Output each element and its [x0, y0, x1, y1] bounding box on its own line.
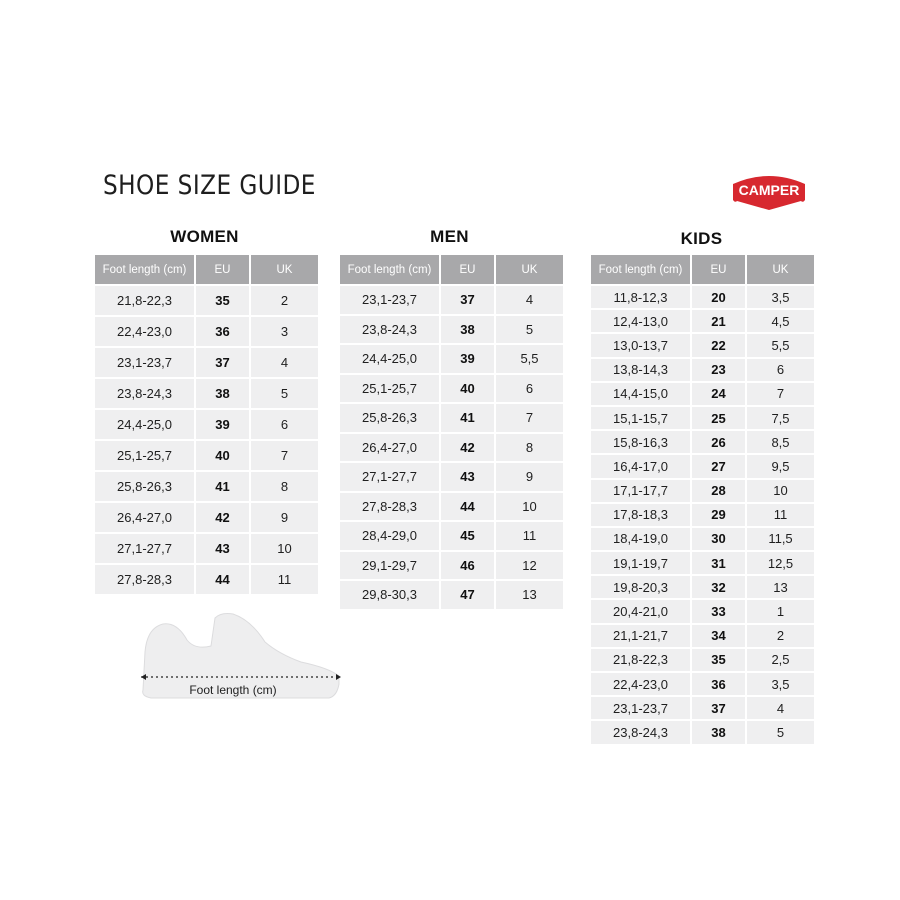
- foot-length-cell: 21,8-22,3: [591, 649, 690, 671]
- foot-length-cell: 21,8-22,3: [95, 286, 194, 315]
- women-row: [95, 565, 318, 594]
- eu-cell: 37: [692, 697, 745, 719]
- foot-length-cell: 24,4-25,0: [340, 345, 439, 373]
- eu-cell: 20: [692, 286, 745, 308]
- eu-cell: 37: [196, 348, 249, 377]
- kids-row: [591, 407, 814, 429]
- women-row: [95, 317, 318, 346]
- foot-length-cell: 24,4-25,0: [95, 410, 194, 439]
- women-size-table: [93, 253, 320, 596]
- women-row: [95, 286, 318, 315]
- foot-length-cell: 26,4-27,0: [95, 503, 194, 532]
- foot-length-cell: 17,1-17,7: [591, 480, 690, 502]
- eu-cell: 44: [441, 493, 494, 521]
- foot-length-cell: 27,8-28,3: [95, 565, 194, 594]
- uk-cell: 8,5: [747, 431, 814, 453]
- uk-cell: 1: [747, 600, 814, 622]
- eu-cell: 42: [441, 434, 494, 462]
- kids-row: [591, 600, 814, 622]
- foot-length-cell: 27,8-28,3: [340, 493, 439, 521]
- eu-cell: 45: [441, 522, 494, 550]
- kids-row: [591, 431, 814, 453]
- uk-cell: 9,5: [747, 455, 814, 477]
- kids-row: [591, 504, 814, 526]
- uk-cell: 6: [251, 410, 318, 439]
- eu-cell: 27: [692, 455, 745, 477]
- eu-cell: 29: [692, 504, 745, 526]
- eu-cell: 40: [196, 441, 249, 470]
- foot-length-cell: 23,8-24,3: [95, 379, 194, 408]
- uk-cell: 3: [251, 317, 318, 346]
- eu-cell: 43: [196, 534, 249, 563]
- foot-length-cell: 22,4-23,0: [591, 673, 690, 695]
- uk-cell: 10: [496, 493, 563, 521]
- uk-cell: 12,5: [747, 552, 814, 574]
- men-row: [340, 316, 563, 344]
- eu-cell: 39: [196, 410, 249, 439]
- eu-cell: 36: [692, 673, 745, 695]
- men-row: [340, 552, 563, 580]
- uk-cell: 9: [496, 463, 563, 491]
- uk-cell: 10: [251, 534, 318, 563]
- foot-length-cell: 29,1-29,7: [340, 552, 439, 580]
- uk-cell: 8: [496, 434, 563, 462]
- uk-cell: 8: [251, 472, 318, 501]
- uk-cell: 5: [747, 721, 814, 743]
- eu-cell: 24: [692, 383, 745, 405]
- foot-length-cell: 23,8-24,3: [340, 316, 439, 344]
- uk-cell: 11: [747, 504, 814, 526]
- foot-length-cell: 13,0-13,7: [591, 334, 690, 356]
- col-foot-length: Foot length (cm): [591, 255, 690, 284]
- eu-cell: 38: [196, 379, 249, 408]
- page-title: SHOE SIZE GUIDE: [103, 170, 316, 201]
- col-eu: EU: [196, 255, 249, 284]
- men-row: [340, 286, 563, 314]
- eu-cell: 25: [692, 407, 745, 429]
- foot-length-cell: 19,8-20,3: [591, 576, 690, 598]
- kids-row: [591, 480, 814, 502]
- kids-row: [591, 552, 814, 574]
- logo-text: CAMPER: [738, 182, 800, 198]
- foot-length-cell: 13,8-14,3: [591, 359, 690, 381]
- col-foot-length: Foot length (cm): [340, 255, 439, 284]
- kids-row: [591, 455, 814, 477]
- eu-cell: 46: [441, 552, 494, 580]
- foot-length-cell: 25,1-25,7: [340, 375, 439, 403]
- uk-cell: 4: [251, 348, 318, 377]
- col-uk: UK: [496, 255, 563, 284]
- eu-cell: 40: [441, 375, 494, 403]
- uk-cell: 7: [496, 404, 563, 432]
- kids-row: [591, 528, 814, 550]
- uk-cell: 4: [747, 697, 814, 719]
- eu-cell: 37: [441, 286, 494, 314]
- uk-cell: 7: [747, 383, 814, 405]
- foot-length-cell: 18,4-19,0: [591, 528, 690, 550]
- col-uk: UK: [747, 255, 814, 284]
- foot-length-cell: 27,1-27,7: [95, 534, 194, 563]
- men-row: [340, 404, 563, 432]
- col-eu: EU: [692, 255, 745, 284]
- kids-row: [591, 334, 814, 356]
- foot-length-cell: 27,1-27,7: [340, 463, 439, 491]
- kids-row: [591, 576, 814, 598]
- eu-cell: 41: [441, 404, 494, 432]
- uk-cell: 11: [496, 522, 563, 550]
- kids-row: [591, 697, 814, 719]
- kids-row: [591, 310, 814, 332]
- foot-length-cell: 20,4-21,0: [591, 600, 690, 622]
- uk-cell: 4: [496, 286, 563, 314]
- foot-length-cell: 16,4-17,0: [591, 455, 690, 477]
- women-row: [95, 410, 318, 439]
- foot-length-cell: 28,4-29,0: [340, 522, 439, 550]
- eu-cell: 23: [692, 359, 745, 381]
- foot-length-cell: 23,1-23,7: [340, 286, 439, 314]
- eu-cell: 38: [441, 316, 494, 344]
- foot-length-cell: 23,1-23,7: [591, 697, 690, 719]
- women-row: [95, 503, 318, 532]
- uk-cell: 2,5: [747, 649, 814, 671]
- eu-cell: 47: [441, 581, 494, 609]
- kids-row: [591, 649, 814, 671]
- foot-length-cell: 23,8-24,3: [591, 721, 690, 743]
- foot-length-cell: 25,8-26,3: [95, 472, 194, 501]
- kids-row: [591, 721, 814, 743]
- foot-length-cell: 14,4-15,0: [591, 383, 690, 405]
- women-title: WOMEN: [170, 227, 239, 246]
- men-size-table: [338, 253, 565, 611]
- men-row: [340, 522, 563, 550]
- uk-cell: 5: [251, 379, 318, 408]
- eu-cell: 32: [692, 576, 745, 598]
- eu-cell: 26: [692, 431, 745, 453]
- men-row: [340, 493, 563, 521]
- women-row: [95, 348, 318, 377]
- foot-length-cell: 15,1-15,7: [591, 407, 690, 429]
- foot-length-cell: 26,4-27,0: [340, 434, 439, 462]
- foot-length-cell: 12,4-13,0: [591, 310, 690, 332]
- eu-cell: 31: [692, 552, 745, 574]
- kids-row: [591, 359, 814, 381]
- kids-title: KIDS: [680, 229, 723, 248]
- uk-cell: 10: [747, 480, 814, 502]
- eu-cell: 33: [692, 600, 745, 622]
- foot-length-cell: 17,8-18,3: [591, 504, 690, 526]
- kids-row: [591, 625, 814, 647]
- kids-row: [591, 286, 814, 308]
- women-row: [95, 379, 318, 408]
- uk-cell: 4,5: [747, 310, 814, 332]
- men-row: [340, 434, 563, 462]
- foot-length-cell: 19,1-19,7: [591, 552, 690, 574]
- col-eu: EU: [441, 255, 494, 284]
- uk-cell: 13: [496, 581, 563, 609]
- women-row: [95, 472, 318, 501]
- col-uk: UK: [251, 255, 318, 284]
- uk-cell: 2: [747, 625, 814, 647]
- uk-cell: 12: [496, 552, 563, 580]
- foot-length-cell: 22,4-23,0: [95, 317, 194, 346]
- uk-cell: 7: [251, 441, 318, 470]
- uk-cell: 2: [251, 286, 318, 315]
- men-row: [340, 463, 563, 491]
- camper-logo: [731, 170, 807, 212]
- eu-cell: 22: [692, 334, 745, 356]
- uk-cell: 13: [747, 576, 814, 598]
- eu-cell: 30: [692, 528, 745, 550]
- eu-cell: 38: [692, 721, 745, 743]
- eu-cell: 34: [692, 625, 745, 647]
- eu-cell: 41: [196, 472, 249, 501]
- eu-cell: 28: [692, 480, 745, 502]
- uk-cell: 11: [251, 565, 318, 594]
- eu-cell: 36: [196, 317, 249, 346]
- uk-cell: 7,5: [747, 407, 814, 429]
- eu-cell: 21: [692, 310, 745, 332]
- uk-cell: 5,5: [496, 345, 563, 373]
- men-row: [340, 375, 563, 403]
- foot-length-cell: 21,1-21,7: [591, 625, 690, 647]
- eu-cell: 43: [441, 463, 494, 491]
- eu-cell: 44: [196, 565, 249, 594]
- kids-row: [591, 673, 814, 695]
- uk-cell: 11,5: [747, 528, 814, 550]
- men-row: [340, 581, 563, 609]
- men-title: MEN: [430, 227, 469, 246]
- foot-length-label: Foot length (cm): [189, 683, 277, 697]
- foot-length-cell: 25,1-25,7: [95, 441, 194, 470]
- uk-cell: 5,5: [747, 334, 814, 356]
- women-row: [95, 441, 318, 470]
- uk-cell: 6: [747, 359, 814, 381]
- uk-cell: 5: [496, 316, 563, 344]
- uk-cell: 6: [496, 375, 563, 403]
- foot-length-cell: 15,8-16,3: [591, 431, 690, 453]
- eu-cell: 39: [441, 345, 494, 373]
- kids-size-table: [589, 253, 816, 746]
- eu-cell: 42: [196, 503, 249, 532]
- foot-length-cell: 11,8-12,3: [591, 286, 690, 308]
- uk-cell: 3,5: [747, 286, 814, 308]
- kids-row: [591, 383, 814, 405]
- uk-cell: 3,5: [747, 673, 814, 695]
- uk-cell: 9: [251, 503, 318, 532]
- foot-length-cell: 23,1-23,7: [95, 348, 194, 377]
- eu-cell: 35: [196, 286, 249, 315]
- foot-length-cell: 29,8-30,3: [340, 581, 439, 609]
- women-row: [95, 534, 318, 563]
- foot-length-cell: 25,8-26,3: [340, 404, 439, 432]
- col-foot-length: Foot length (cm): [95, 255, 194, 284]
- men-row: [340, 345, 563, 373]
- eu-cell: 35: [692, 649, 745, 671]
